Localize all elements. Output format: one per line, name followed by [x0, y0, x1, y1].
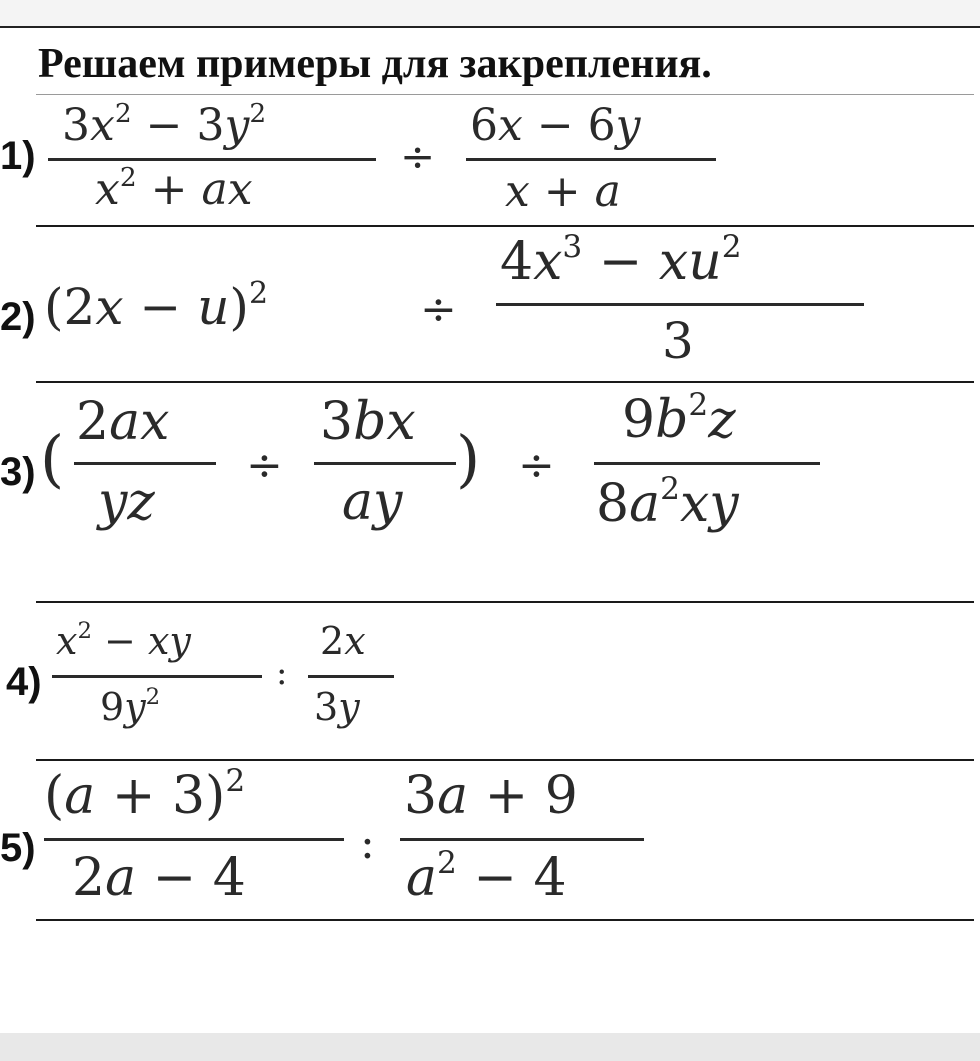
expression: $(2x - u)^2$ — [44, 276, 269, 336]
fraction-numerator: 3bx — [320, 392, 416, 452]
fraction-numerator: $4x^3 - xu^2$ — [500, 229, 742, 292]
fraction-denominator: $8a^2xy$ — [596, 471, 739, 534]
fraction-bar — [466, 158, 716, 161]
fraction-denominator: $9y^2$ — [100, 684, 161, 729]
fraction-denominator: ay — [342, 472, 403, 532]
title-underline — [36, 94, 974, 95]
problem-number: 1) — [0, 134, 36, 178]
fraction-numerator: $x^2$ − xy — [56, 618, 191, 663]
problem-number: 2) — [0, 295, 36, 339]
fraction-denominator: x + a — [505, 166, 621, 217]
fraction-denominator: 3y — [314, 685, 360, 729]
fraction-numerator: $(a + 3)^2$ — [44, 763, 246, 826]
fraction-numerator: 6x − 6y — [470, 100, 641, 151]
fraction-bar — [400, 838, 644, 841]
fraction-numerator: 2x — [320, 619, 366, 663]
operator: ÷ — [420, 284, 457, 335]
close-paren: ) — [456, 422, 481, 495]
fraction-bar — [308, 675, 394, 678]
fraction-denominator: 3 — [662, 312, 694, 370]
problem-number: 3) — [0, 450, 36, 494]
page-title: Решаем примеры для закрепления. — [38, 41, 712, 87]
divider-line — [36, 225, 974, 227]
fraction-bar — [52, 675, 262, 678]
fraction-numerator: 2ax — [76, 392, 170, 452]
open-paren: ( — [40, 422, 65, 495]
fraction-numerator: $9b^2z$ — [622, 387, 736, 450]
fraction-bar — [496, 303, 864, 306]
fraction-denominator: 2a − 4 — [72, 848, 246, 908]
fraction-bar — [74, 462, 216, 465]
problem-number: 4) — [6, 660, 42, 704]
divider-line — [36, 759, 974, 761]
divider-line — [36, 381, 974, 383]
problem-number: 5) — [0, 826, 36, 870]
fraction-denominator: yz — [98, 472, 155, 532]
top-border — [0, 0, 980, 28]
operator: : — [360, 818, 375, 869]
divider-line — [36, 919, 974, 921]
fraction-bar — [314, 462, 456, 465]
operator: ÷ — [518, 440, 555, 491]
fraction-denominator: $x^2$ + ax — [95, 161, 253, 215]
operator: ÷ — [400, 132, 436, 181]
fraction-numerator: $3x^2 - 3y^2$ — [62, 97, 267, 151]
fraction-bar — [48, 158, 376, 161]
bottom-bar — [0, 1033, 980, 1061]
fraction-bar — [594, 462, 820, 465]
fraction-denominator: $a^2 - 4$ — [406, 845, 567, 908]
fraction-numerator: 3a + 9 — [404, 766, 578, 826]
divider-line — [36, 601, 974, 603]
operator: : — [276, 653, 288, 693]
fraction-bar — [44, 838, 344, 841]
operator: ÷ — [246, 440, 283, 491]
